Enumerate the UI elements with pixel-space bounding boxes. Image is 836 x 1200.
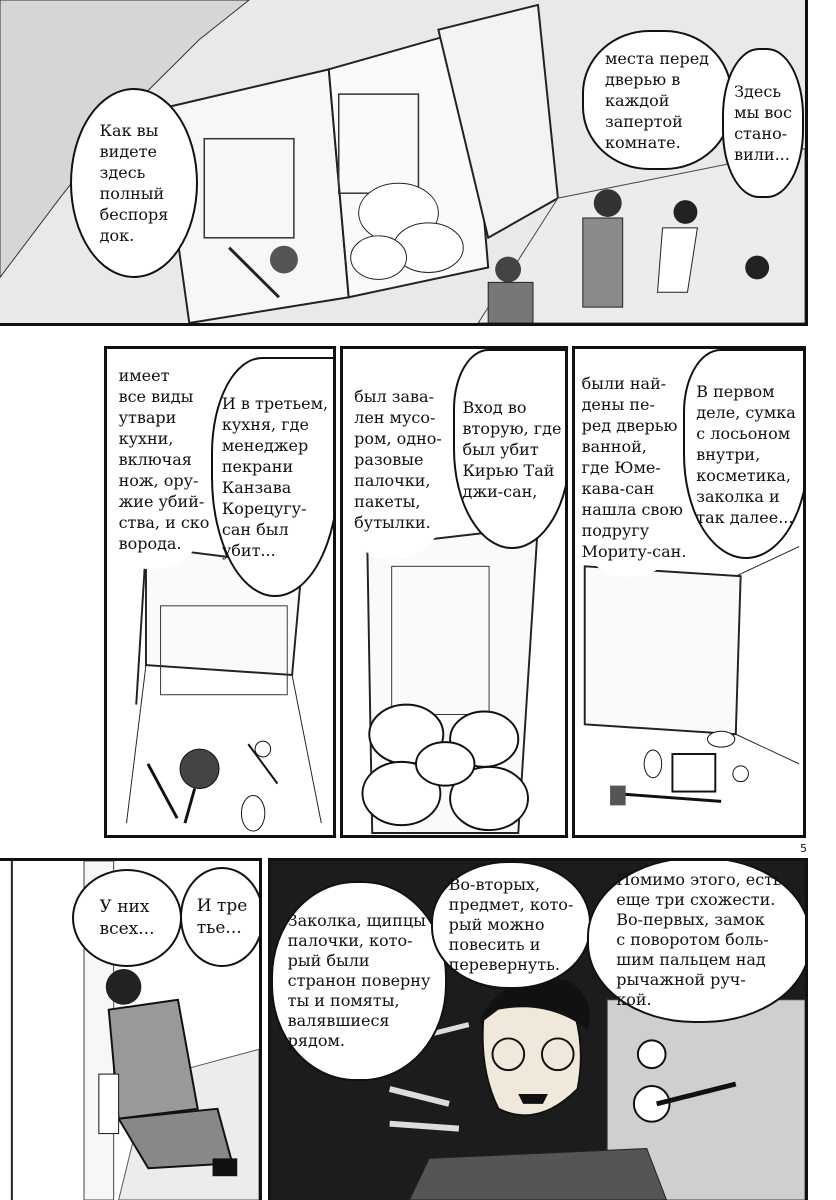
- bubble-text: У них всех...: [99, 897, 155, 939]
- narration-bubble-right: [453, 349, 568, 549]
- speech-bubble-right: [722, 48, 804, 198]
- narration-bubble-right: [211, 357, 336, 597]
- speech-bubble-2: [180, 867, 262, 967]
- speech-bubble-1: [72, 869, 182, 967]
- narration-bubble-left: [104, 349, 221, 569]
- bubble-text: И тре тье...: [196, 896, 248, 938]
- narration-text: И в третьем, кухня, где менеджер пекрани Канзава Корецугу- сан был убит...: [221, 394, 329, 560]
- panel-garbage: [340, 346, 568, 838]
- speech-bubble-left: [271, 881, 447, 1081]
- bubble-text: Здесь мы вос стано- вили...: [734, 82, 792, 164]
- narration-text: был зава- лен мусо- ром, одно- разовые палочки, пакеты, бутылки.: [354, 386, 442, 532]
- narration-text: Вход во вторую, где был убит Кирью Тай джи-сан,: [462, 397, 562, 501]
- page-number: 5: [800, 842, 807, 855]
- speech-bubble-mid: [582, 30, 732, 170]
- panel-kitchen: [104, 346, 336, 838]
- panel-crouching-detective: [0, 858, 262, 1200]
- bubble-text: Во-вторых, предмет, кото- рый можно повесить и перевернуть.: [448, 875, 574, 974]
- speech-bubble-left: [70, 88, 198, 278]
- narration-bubble-right: [683, 349, 806, 559]
- bubble-text: Как вы видете здесь полный беспоря док.: [99, 121, 169, 245]
- narration-text: были най- дены пе- ред дверью ванной, где Юме- кава-сан нашла свою подругу Мориту-сан.: [581, 373, 687, 561]
- narration-text: имеет все виды утвари кухни, включая нож, ору- жие убий- ства, и ско ворода.: [118, 365, 210, 553]
- narration-bubble-left: [572, 357, 698, 577]
- bubble-text: Помимо этого, есть еще три схожести. Во-первых, замок с поворотом боль- шим пальцем над рычажной руч- кой.: [616, 870, 782, 1009]
- speech-bubble-mid: [431, 861, 591, 989]
- panel-detective-closeup: [268, 858, 808, 1200]
- panel-bathroom: [572, 346, 806, 838]
- bubble-text: Заколка, щипцы палочки, кото- рый были странон поверну ты и помяты, валявшиеся рядом.: [287, 911, 431, 1050]
- bubble-text: места перед дверью в каждой запертой комнате.: [604, 48, 710, 152]
- speech-bubble-right: [587, 858, 808, 1023]
- panel-hallway-overview: [0, 0, 808, 326]
- narration-bubble-left: [340, 359, 458, 559]
- narration-text: В первом деле, сумка с лосьоном внутри, косметика, заколка и так далее...: [696, 381, 796, 527]
